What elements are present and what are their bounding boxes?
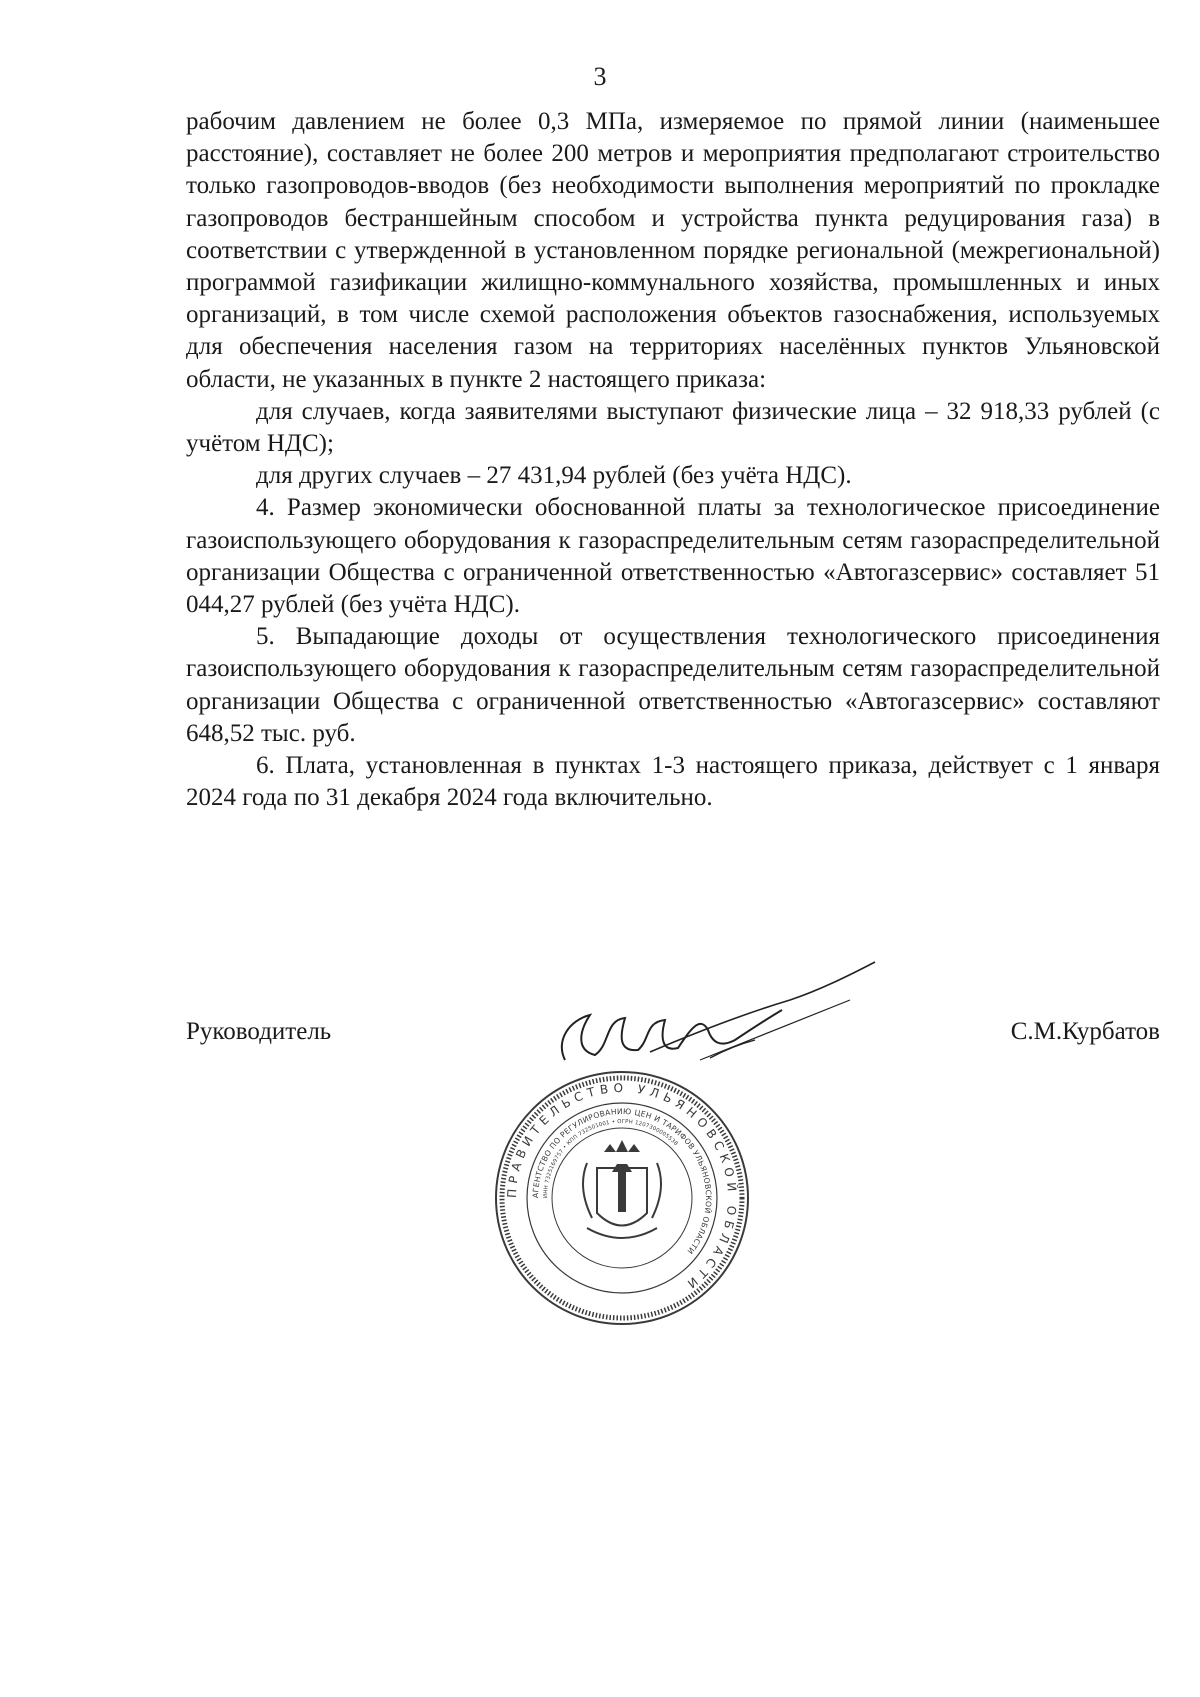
- signatory-name: С.М.Курбатов: [1010, 1018, 1160, 1045]
- page-number: 3: [593, 62, 607, 91]
- paragraph-item-5: 5. Выпадающие доходы от осуществления технологического присоединения газоиспользующего оборудования к газораспределительным сетям газораспределительной организации Общества с ограниченной ответственностью «Автогазсервис» составляют 648,52 тыс. руб.: [186, 623, 1160, 747]
- paragraph-item-6: 6. Плата, установленная в пунктах 1-3 настоящего приказа, действует с 1 января 2024 года по 31 декабря 2024 года включительно.: [186, 752, 1160, 812]
- paragraph-item-4: 4. Размер экономически обоснованной платы за технологическое присоединение газоиспользующего оборудования к газораспределительным сетям газораспределительной организации Общества с ограниченной ответственностью «Автогазсервис» составляет 51 044,27 рублей (без учёта НДС).: [186, 494, 1160, 619]
- svg-text:ПРАВИТЕЛЬСТВО УЛЬЯНОВСКОЙ ОБЛА: ПРАВИТЕЛЬСТВО УЛЬЯНОВСКОЙ ОБЛАСТИ: [504, 1080, 740, 1294]
- paragraph-continuation: рабочим давлением не более 0,3 МПа, измеряемое по прямой линии (наименьшее расстояние), составляет не более 200 метров и мероприятия предполагают строительство только газопроводов-вводов (без необходимости выполнения мероприятий по прокладке газопроводов бестраншейным способом и устройства пункта редуцирования газа) в соответствии с утвержденной в установленном порядке региональной (межрегиональной) программой газификации жилищно-коммунального хозяйства, промышленных и иных организаций, в том числе схемой расположения объектов газоснабжения, используемых для обеспечения населения газом на территориях населённых пунктов Ульяновской области, не указанных в пункте 2 настоящего приказа:: [186, 108, 1160, 393]
- svg-text:АГЕНТСТВО ПО РЕГУЛИРОВАНИЮ ЦЕН: АГЕНТСТВО ПО РЕГУЛИРОВАНИЮ ЦЕН И ТАРИФОВ УЛЬЯНОВСКОЙ ОБЛАСТИ: [530, 1106, 714, 1256]
- paragraph-individuals-fee: для случаев, когда заявителями выступают физические лица – 32 918,33 рублей (с учётом НДС);: [186, 397, 1160, 458]
- handwritten-signature: [550, 960, 880, 1080]
- paragraph-other-fee: для других случаев – 27 431,94 рублей (без учёта НДС).: [256, 462, 852, 490]
- document-body: [186, 106, 1160, 814]
- signatory-role: Руководитель: [186, 1018, 332, 1045]
- official-seal: [492, 1068, 752, 1328]
- svg-text:ИНН 7325169757 • КПП 732501001: ИНН 7325169757 • КПП 732501001 • ОГРН 1207300005538: [542, 1118, 679, 1199]
